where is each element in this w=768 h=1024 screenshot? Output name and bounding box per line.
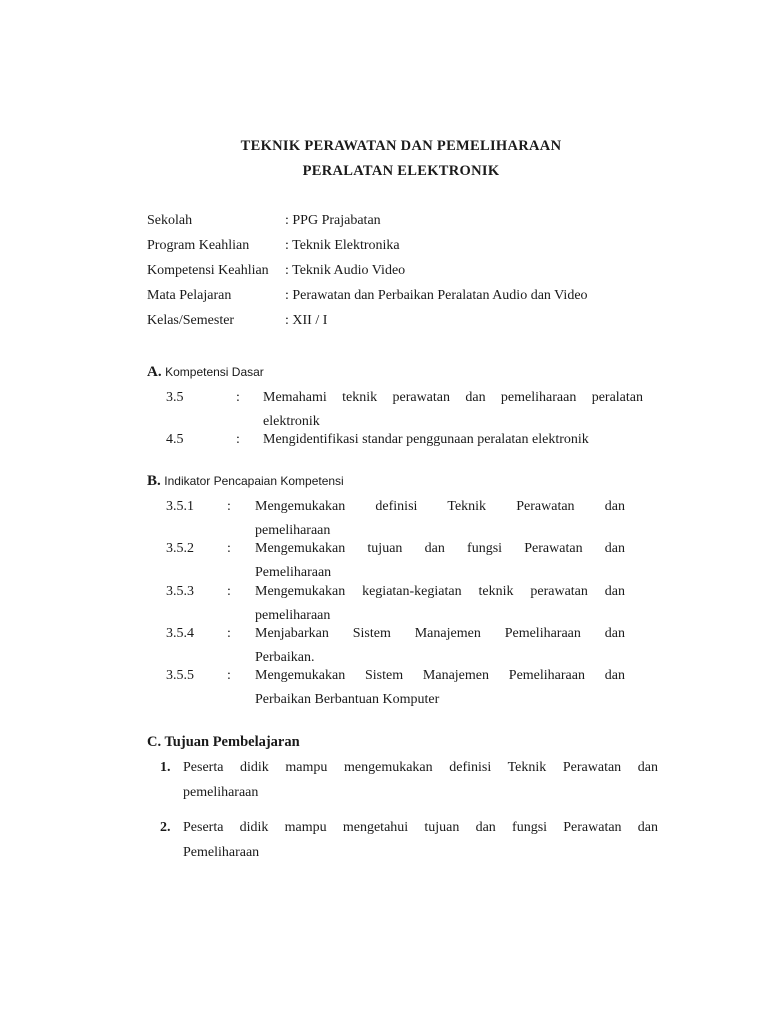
document-title-line-1: TEKNIK PERAWATAN DAN PEMELIHARAAN xyxy=(240,138,562,154)
indicator-code: 3.5.4 xyxy=(166,626,194,641)
kd-text-line-2: elektronik xyxy=(263,414,320,429)
indicator-text xyxy=(255,625,625,667)
indicator-text xyxy=(255,667,625,709)
identity-value-school: : PPG Prajabatan xyxy=(285,213,381,228)
identity-label-competency: Kompetensi Keahlian xyxy=(147,263,269,278)
objective-text xyxy=(183,759,658,802)
identity-value-class: : XII / I xyxy=(285,313,328,328)
indicator-text xyxy=(255,498,625,540)
kd-text xyxy=(263,431,643,449)
indicator-text-line-2: pemeliharaan xyxy=(255,608,331,623)
indicator-text-line-1: Mengemukakan Sistem Manajemen Pemeliharaan dan xyxy=(255,668,625,683)
section-b-heading xyxy=(147,472,344,491)
objective-text-line-2: pemeliharaan xyxy=(183,785,259,800)
identity-value-subject: : Perawatan dan Perbaikan Peralatan Audio dan Video xyxy=(285,288,588,303)
indicator-colon: : xyxy=(227,668,231,683)
identity-value-program: : Teknik Elektronika xyxy=(285,238,400,253)
kd-colon: : xyxy=(236,432,240,447)
indicator-text xyxy=(255,583,625,625)
section-a-letter: A. xyxy=(147,364,162,380)
identity-label-class: Kelas/Semester xyxy=(147,313,235,328)
document-title-line-2: PERALATAN ELEKTRONIK xyxy=(302,163,500,179)
section-c-title: C. Tujuan Pembelajaran xyxy=(147,734,300,750)
indicator-colon: : xyxy=(227,584,231,599)
section-a-heading xyxy=(147,363,264,382)
objective-text-line-1: Peserta didik mampu mengetahui tujuan dan fungsi Perawatan dan xyxy=(183,820,658,835)
indicator-colon: : xyxy=(227,499,231,514)
kd-text xyxy=(263,389,643,431)
indicator-colon: : xyxy=(227,626,231,641)
indicator-code: 3.5.2 xyxy=(166,541,194,556)
indicator-text-line-2: Perbaikan. xyxy=(255,650,315,665)
indicator-text-line-2: pemeliharaan xyxy=(255,523,331,538)
objective-number: 2. xyxy=(160,820,171,835)
objective-text-line-1: Peserta didik mampu mengemukakan definisi Teknik Perawatan dan xyxy=(183,760,658,775)
indicator-text-line-1: Mengemukakan definisi Teknik Perawatan dan xyxy=(255,499,625,514)
identity-value-competency: : Teknik Audio Video xyxy=(285,263,406,278)
identity-label-school: Sekolah xyxy=(147,213,193,228)
kd-text-line-1: Memahami teknik perawatan dan pemeliharaan peralatan xyxy=(263,390,643,405)
section-b-title: Indikator Pencapaian Kompetensi xyxy=(164,474,344,488)
kd-code: 3.5 xyxy=(166,390,184,405)
objective-number: 1. xyxy=(160,760,171,775)
objective-text xyxy=(183,819,658,862)
kd-code: 4.5 xyxy=(166,432,184,447)
indicator-colon: : xyxy=(227,541,231,556)
objective-text-line-2: Pemeliharaan xyxy=(183,845,260,860)
kd-colon: : xyxy=(236,390,240,405)
indicator-text-line-1: Menjabarkan Sistem Manajemen Pemeliharaan dan xyxy=(255,626,625,641)
indicator-text-line-1: Mengemukakan tujuan dan fungsi Perawatan dan xyxy=(255,541,625,556)
indicator-text-line-2: Perbaikan Berbantuan Komputer xyxy=(255,692,440,707)
indicator-text-line-1: Mengemukakan kegiatan-kegiatan teknik perawatan dan xyxy=(255,584,625,599)
indicator-code: 3.5.3 xyxy=(166,584,194,599)
section-b-letter: B. xyxy=(147,473,161,489)
identity-label-program: Program Keahlian xyxy=(147,238,250,253)
indicator-text xyxy=(255,540,625,582)
indicator-code: 3.5.5 xyxy=(166,668,194,683)
identity-label-subject: Mata Pelajaran xyxy=(147,288,232,303)
kd-text-line-1: Mengidentifikasi standar penggunaan peralatan elektronik xyxy=(263,432,589,447)
indicator-code: 3.5.1 xyxy=(166,499,194,514)
indicator-text-line-2: Pemeliharaan xyxy=(255,565,332,580)
section-a-title: Kompetensi Dasar xyxy=(165,365,264,379)
